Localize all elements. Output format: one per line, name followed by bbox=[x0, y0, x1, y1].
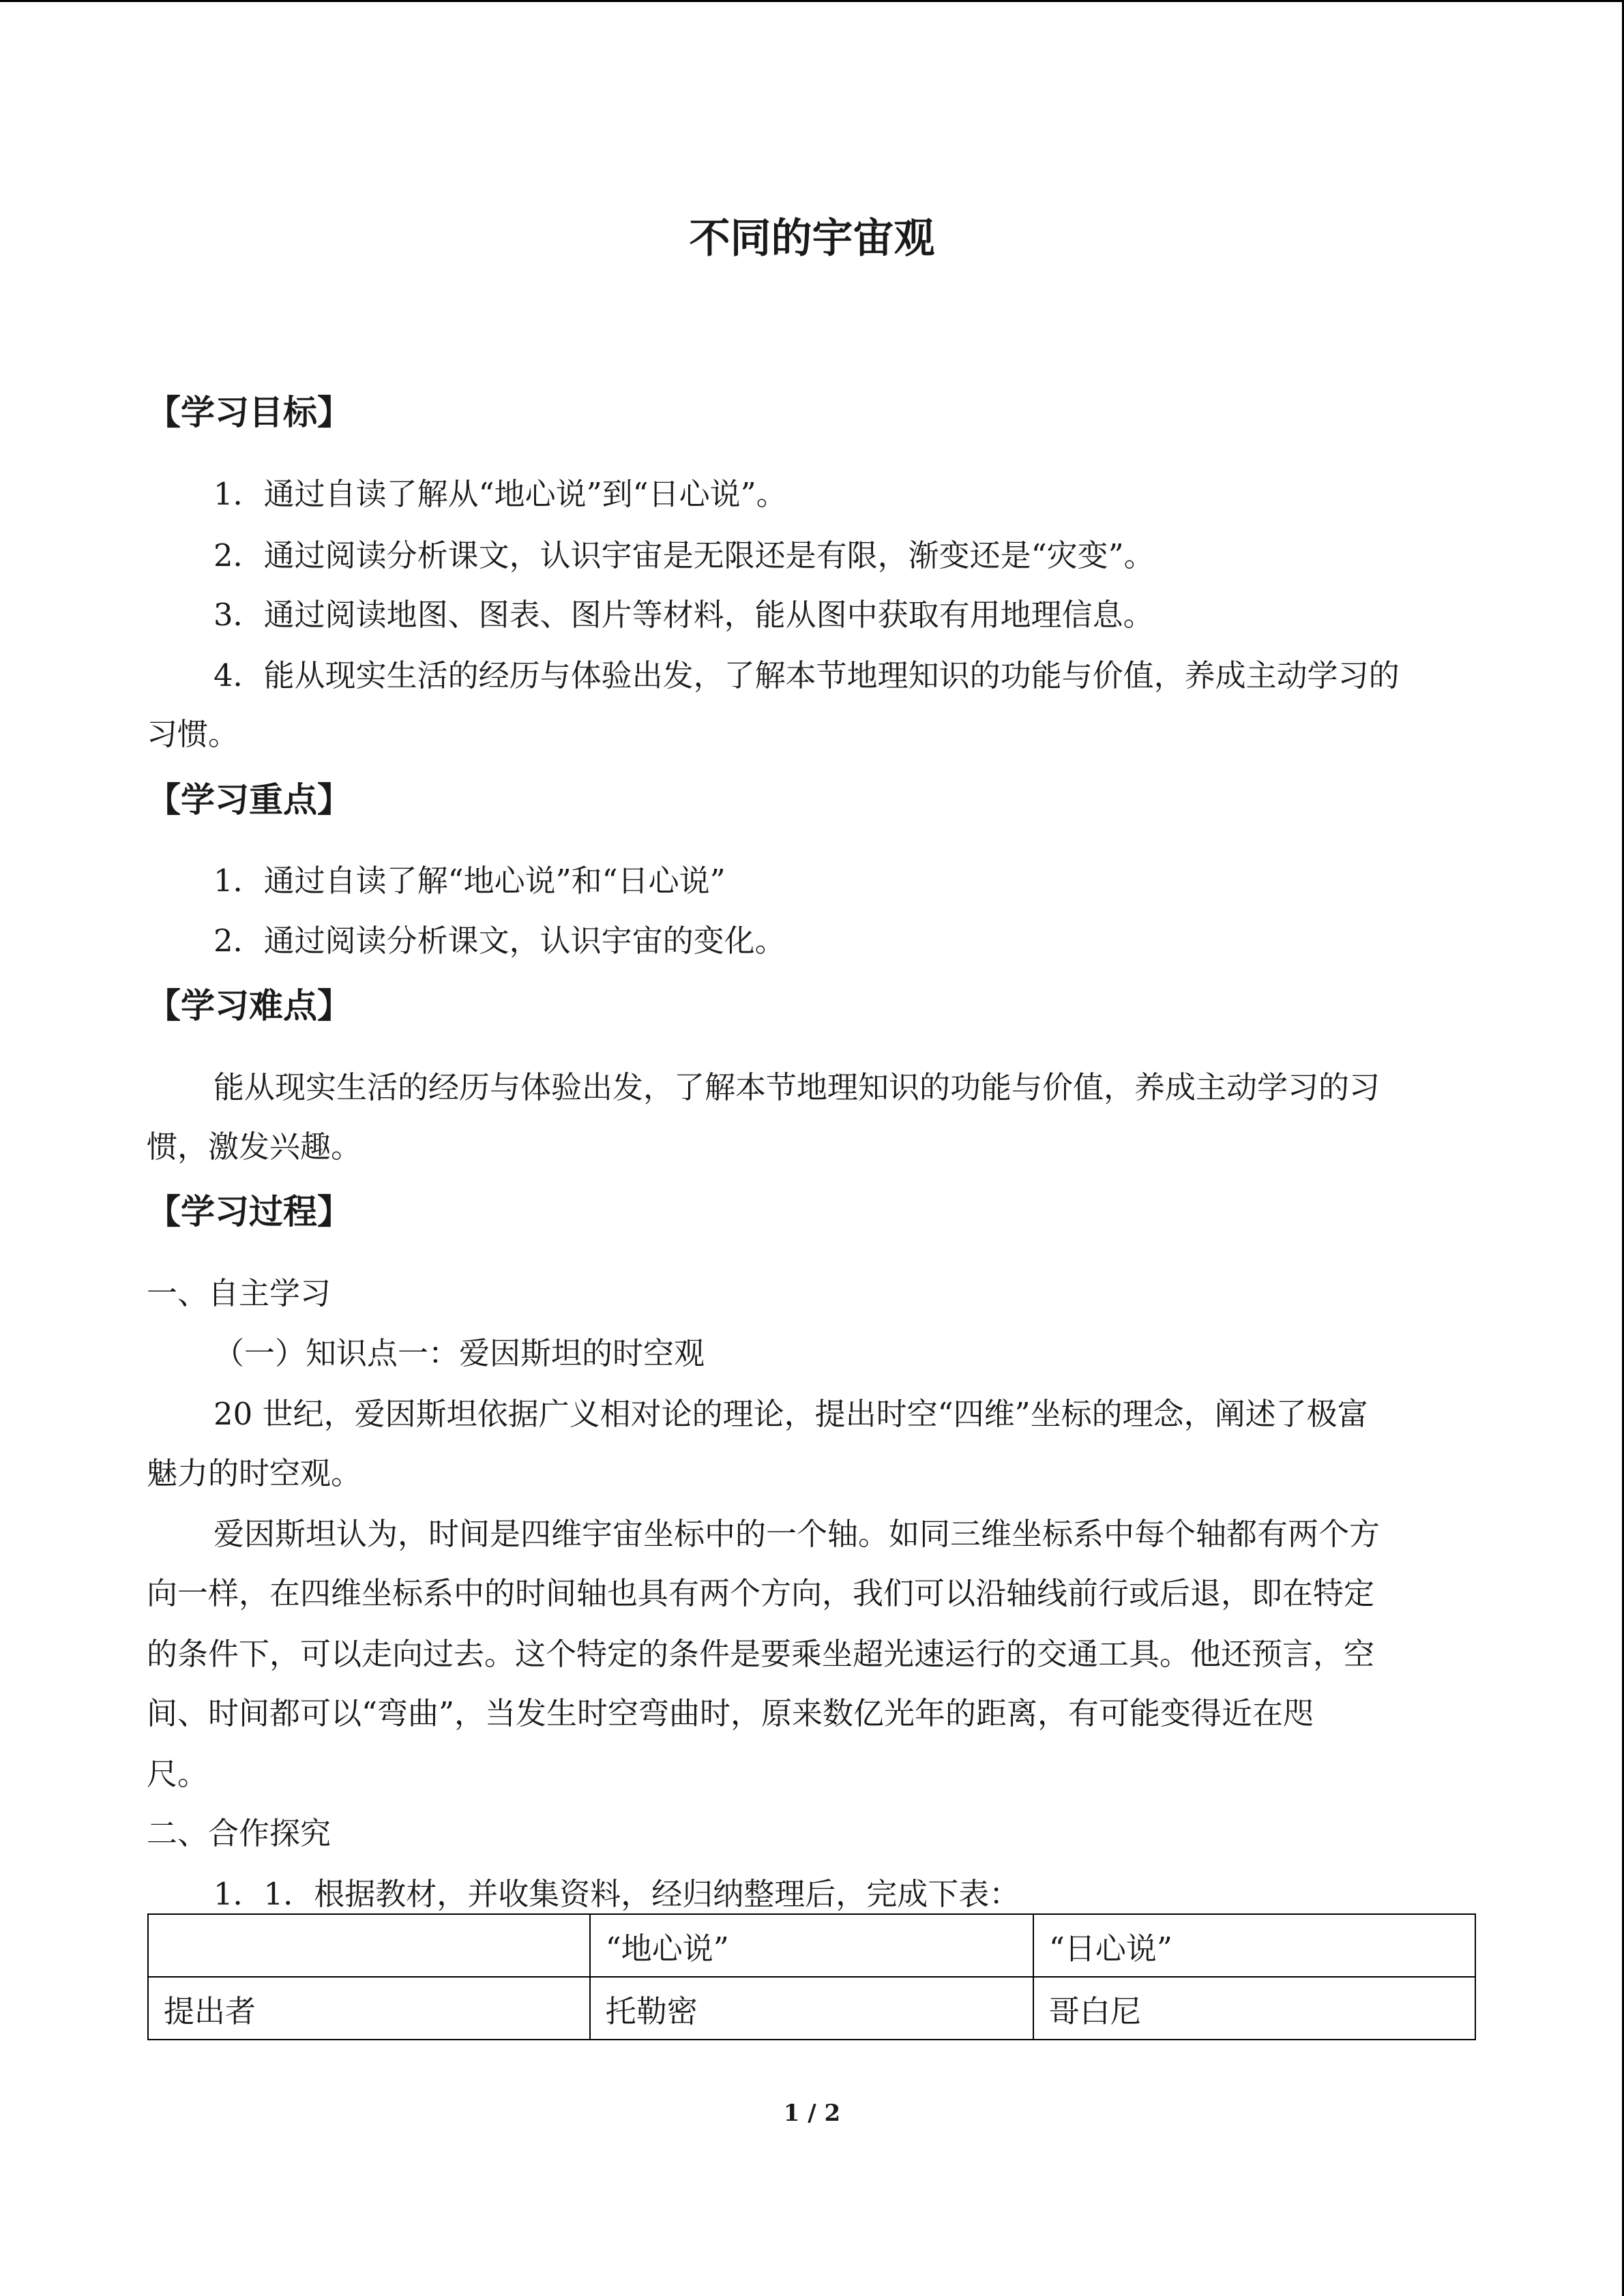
heading-key-points: 【学习重点】 bbox=[147, 780, 351, 820]
heading-objectives: 【学习目标】 bbox=[147, 393, 351, 432]
paragraph-line: 向一样，在四维坐标系中的时间轴也具有两个方向，我们可以沿轴线前行或后退，即在特定 bbox=[147, 1575, 1375, 1611]
key-point-item: 2．通过阅读分析课文，认识宇宙的变化。 bbox=[213, 923, 786, 959]
table-row bbox=[148, 1977, 1475, 2040]
difficulty-text: 能从现实生活的经历与体验出发，了解本节地理知识的功能与价值，养成主动学习的习 bbox=[213, 1069, 1381, 1105]
paragraph-line: 的条件下，可以走向过去。这个特定的条件是要乘坐超光速运行的交通工具。他还预言，空 bbox=[147, 1636, 1375, 1672]
table-header-cell bbox=[148, 1914, 590, 1977]
table-cell: 提出者 bbox=[148, 1977, 590, 2040]
objective-item: 2．通过阅读分析课文，认识宇宙是无限还是有限，渐变还是“灾变”。 bbox=[213, 537, 1155, 573]
knowledge-point-title: （一）知识点一：爱因斯坦的时空观 bbox=[213, 1335, 705, 1371]
table-header-cell: “地心说” bbox=[590, 1914, 1033, 1977]
heading-difficulties: 【学习难点】 bbox=[147, 986, 351, 1026]
objective-item: 1．通过自读了解从“地心说”到“日心说”。 bbox=[213, 476, 787, 512]
comparison-table bbox=[147, 1913, 1476, 2040]
table-header-cell: “日心说” bbox=[1033, 1914, 1475, 1977]
table-cell: 哥白尼 bbox=[1033, 1977, 1475, 2040]
document-title: 不同的宇宙观 bbox=[689, 215, 935, 263]
page-top-border bbox=[0, 0, 1624, 2]
table-header-row bbox=[148, 1914, 1475, 1977]
paragraph-line: 爱因斯坦认为，时间是四维宇宙坐标中的一个轴。如同三维坐标系中每个轴都有两个方 bbox=[213, 1516, 1381, 1552]
paragraph-line: 魅力的时空观。 bbox=[147, 1455, 362, 1491]
objective-item-continued: 习惯。 bbox=[147, 716, 239, 752]
paragraph-line: 尺。 bbox=[147, 1756, 209, 1792]
difficulty-text-continued: 惯，激发兴趣。 bbox=[147, 1129, 362, 1165]
paragraph-line: 20 世纪，爱因斯坦依据广义相对论的理论，提出时空“四维”坐标的理念，阐述了极富 bbox=[213, 1396, 1368, 1432]
objective-item: 4．能从现实生活的经历与体验出发，了解本节地理知识的功能与价值，养成主动学习的 bbox=[213, 657, 1400, 694]
key-point-item: 1．通过自读了解“地心说”和“日心说” bbox=[213, 863, 726, 899]
table-cell: 托勒密 bbox=[590, 1977, 1033, 2040]
part2-title: 二、合作探究 bbox=[147, 1815, 331, 1851]
page-number: 1 / 2 bbox=[783, 2100, 841, 2127]
paragraph-line: 间、时间都可以“弯曲”，当发生时空弯曲时，原来数亿光年的距离，有可能变得近在咫 bbox=[147, 1695, 1314, 1731]
heading-process: 【学习过程】 bbox=[147, 1192, 351, 1232]
objective-item: 3．通过阅读地图、图表、图片等材料，能从图中获取有用地理信息。 bbox=[213, 597, 1154, 633]
task-instruction: 1．1．根据教材，并收集资料，经归纳整理后，完成下表： bbox=[213, 1876, 1020, 1912]
part1-title: 一、自主学习 bbox=[147, 1275, 331, 1311]
